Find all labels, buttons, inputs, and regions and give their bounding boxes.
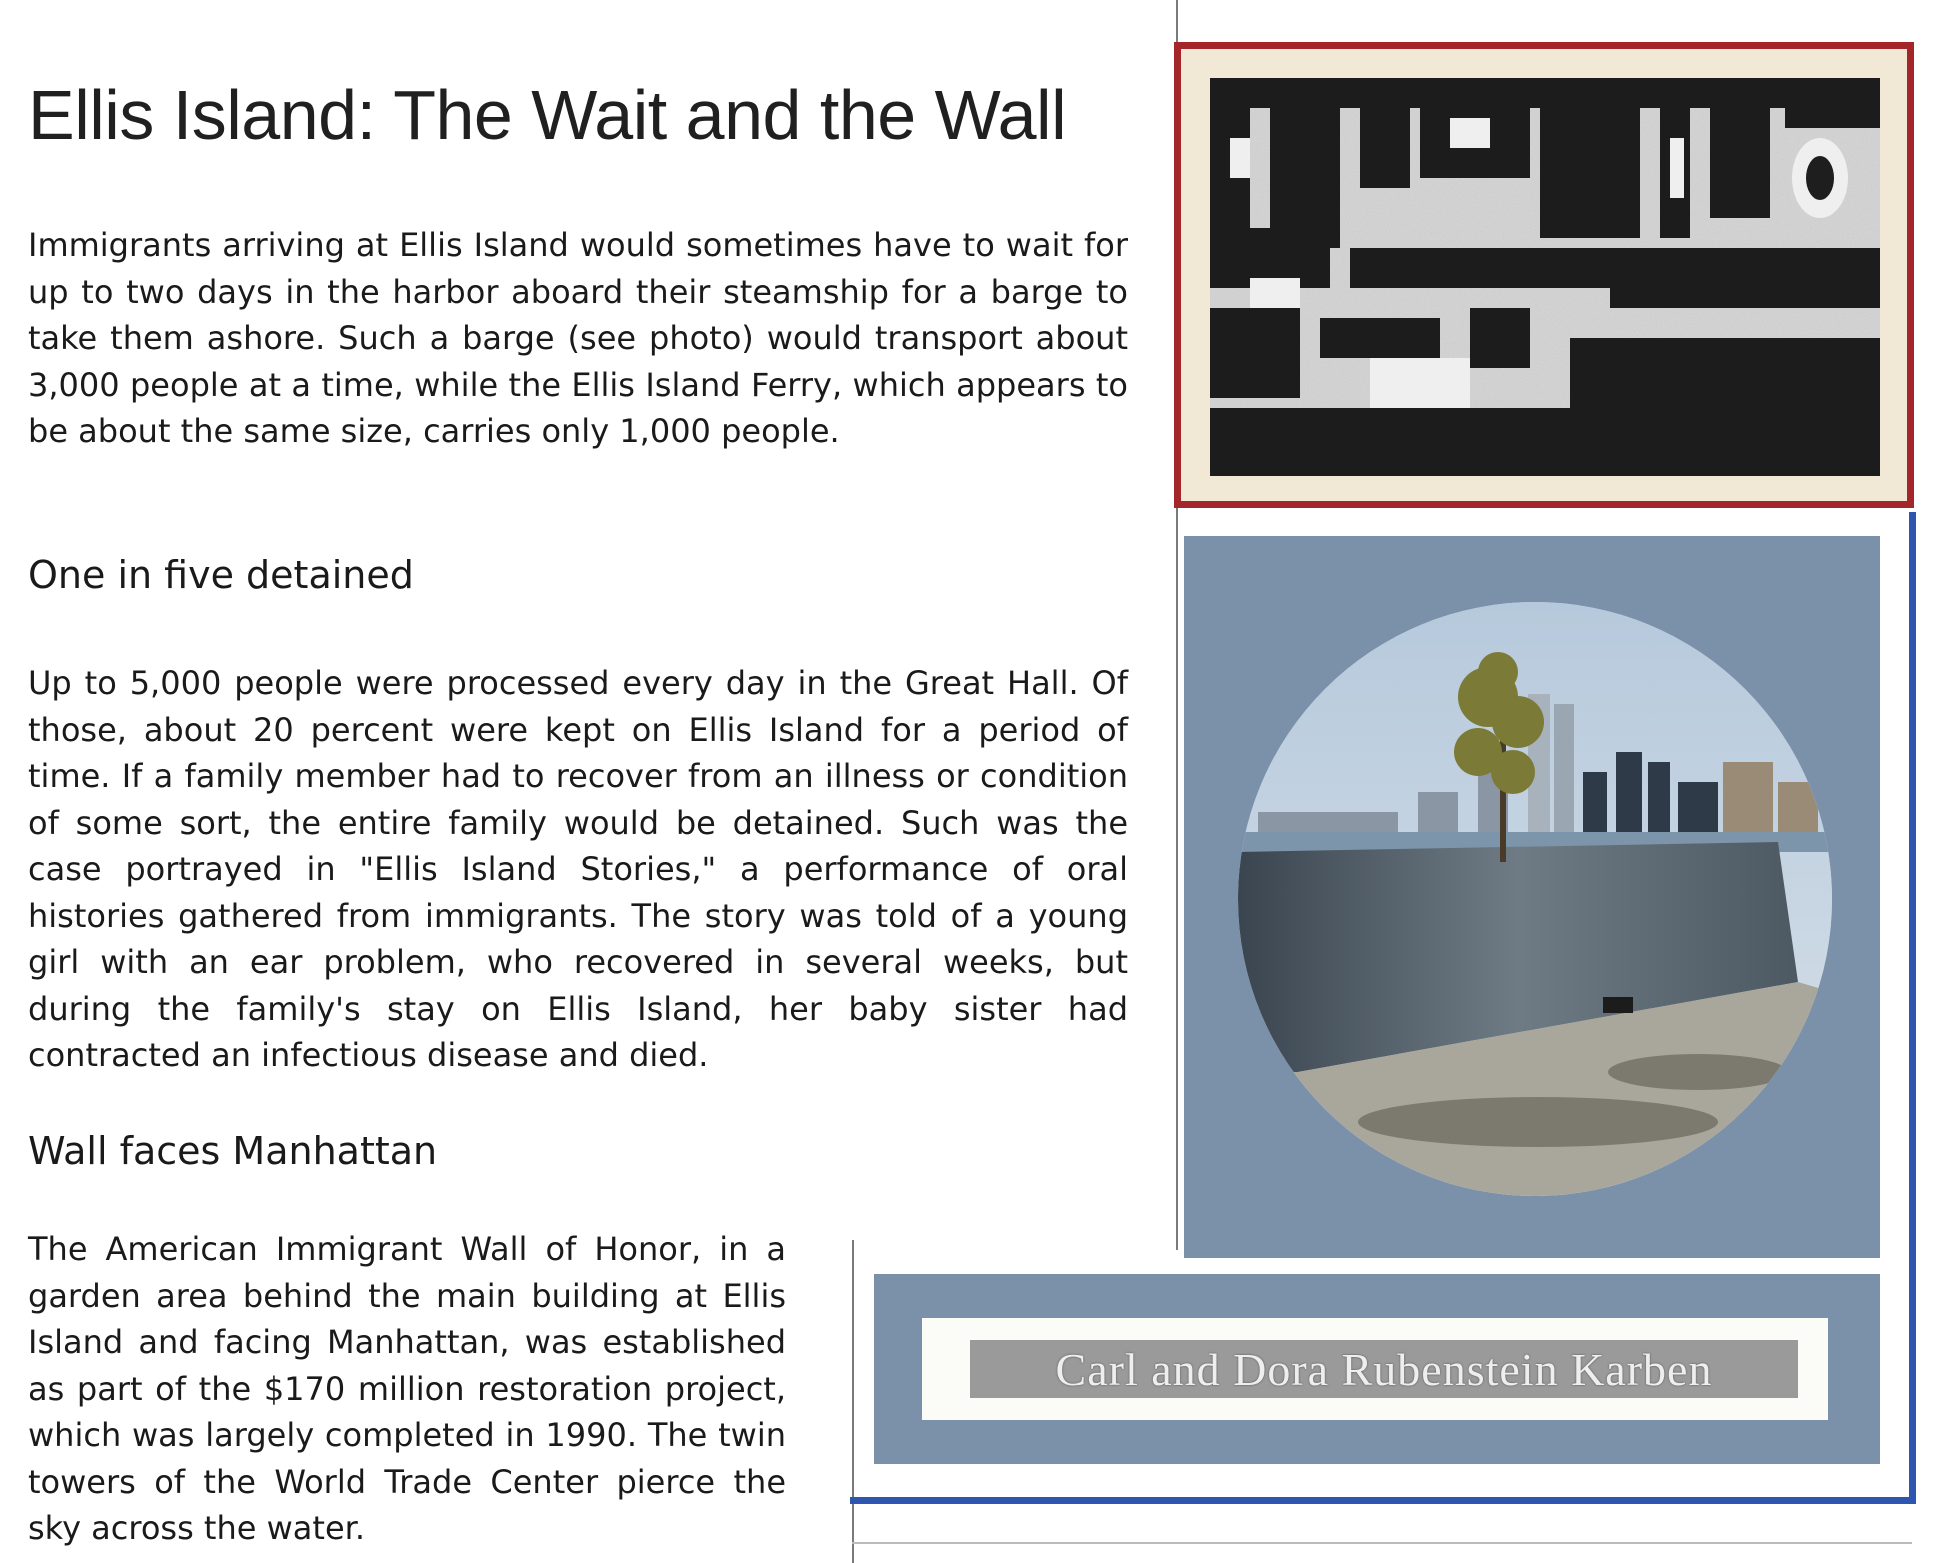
page-title: Ellis Island: The Wait and the Wall — [28, 76, 1067, 154]
page-divider-line — [852, 1542, 1912, 1544]
barge-photo — [1210, 78, 1880, 476]
section-heading-detained: One in five detained — [28, 553, 414, 597]
detained-paragraph: Up to 5,000 people were processed every day in the Great Hall. Of those, about 20 percent were kept on Ellis Island for a period of time. If a family member had to recover from an illness or condition of some sort, the entire family would be detained. Such was the case portrayed in "Ellis Island Stories," a performance of oral histories gathered from immigrants. The story was told of a young girl with an ear problem, who recovered in several weeks, but during the family's stay on Ellis Island, her baby sister had contracted an infectious disease and died. — [28, 664, 1128, 1074]
name-plate-text: Carl and Dora Rubenstein Karben — [1055, 1343, 1713, 1395]
section-heading-wall: Wall faces Manhattan — [28, 1129, 438, 1173]
name-plate — [970, 1340, 1798, 1398]
wall-of-honor-photo — [1238, 602, 1832, 1196]
wall-paragraph: The American Immigrant Wall of Honor, in a garden area behind the main building at Ellis Island and facing Manhattan, was established as part of the $170 million restoration project, which was largely completed in 1990. The twin towers of the World Trade Center pierce the sky across the water. — [28, 1230, 786, 1547]
intro-paragraph: Immigrants arriving at Ellis Island would sometimes have to wait for up to two days in the harbor aboard their steamship for a barge to take them ashore. Such a barge (see photo) would transport about 3,000 people at a time, while the Ellis Island Ferry, which appears to be about the same size, carries only 1,000 people. — [28, 226, 1128, 450]
